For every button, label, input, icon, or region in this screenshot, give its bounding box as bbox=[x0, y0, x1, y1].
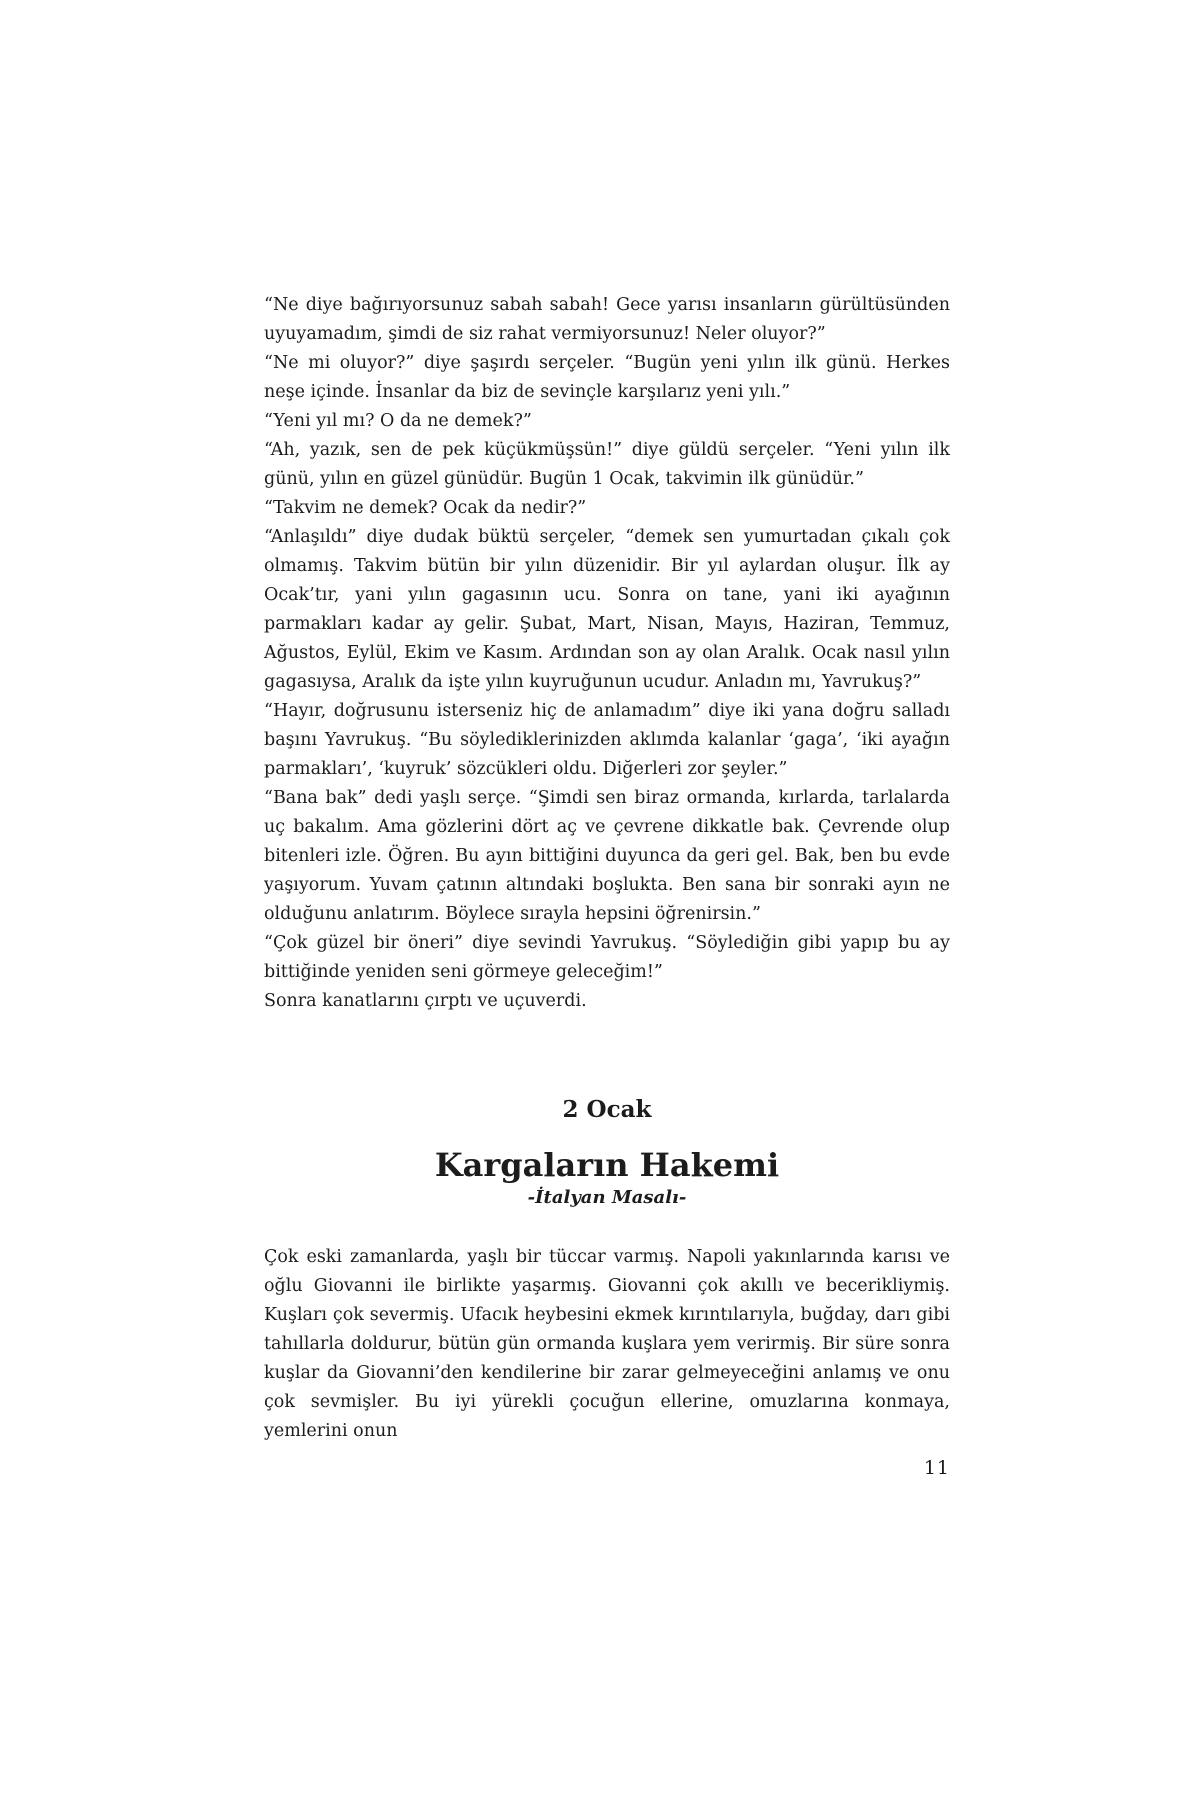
paragraph: “Ne diye bağırıyorsunuz sabah sabah! Gece yarısı insanların gürültüsünden uyuyamadım, şimdi de siz rahat vermiyorsunuz! Neler oluyor?” bbox=[264, 295, 950, 344]
paragraph: “Yeni yıl mı? O da ne demek?” bbox=[264, 411, 532, 431]
chapter-subtitle: -İtalyan Masalı- bbox=[527, 1187, 687, 1208]
paragraph: “Takvim ne demek? Ocak da nedir?” bbox=[264, 498, 587, 518]
story-continuation bbox=[264, 291, 950, 1016]
chapter-title: Kargaların Hakemi bbox=[434, 1146, 780, 1184]
new-story-text bbox=[264, 1243, 950, 1446]
paragraph: Sonra kanatlarını çırptı ve uçuverdi. bbox=[264, 991, 587, 1011]
date-heading: 2 Ocak bbox=[562, 1096, 652, 1123]
paragraph: “Ne mi oluyor?” diye şaşırdı serçeler. “Bugün yeni yılın ilk günü. Herkes neşe içinde. İnsanlar da biz de sevinçle karşılarız yeni yılı.” bbox=[264, 353, 950, 402]
paragraph: “Bana bak” dedi yaşlı serçe. “Şimdi sen biraz ormanda, kırlarda, tarlalarda uç bakalım. Ama gözlerini dört aç ve çevrene dikkatle bak. Çevrende olup bitenleri izle. Öğren. Bu ayın bittiğini duyunca da geri gel. Bak, ben bu evde yaşıyorum. Yuvam çatının altındaki boşlukta. Ben sana bir sonraki ayın ne olduğunu anlatırım. Böylece sırayla hepsini öğrenirsin.” bbox=[264, 788, 950, 924]
paragraph: “Anlaşıldı” diye dudak büktü serçeler, “demek sen yumurtadan çıkalı çok olmamış. Takvim bütün bir yılın düzenidir. Bir yıl aylardan oluşur. İlk ay Ocak’tır, yani yılın gagasının ucu. Sonra on tane, yani iki ayağının parmakları kadar ay gelir. Şubat, Mart, Nisan, Mayıs, Haziran, Temmuz, Ağustos, Eylül, Ekim ve Kasım. Ardından son ay olan Aralık. Ocak nasıl yılın gagasıysa, Aralık da işte yılın kuyruğunun ucudur. Anladın mı, Yavrukuş?” bbox=[264, 527, 950, 692]
paragraph: “Çok güzel bir öneri” diye sevindi Yavrukuş. “Söylediğin gibi yapıp bu ay bittiğinde yeniden seni görmeye geleceğim!” bbox=[264, 933, 950, 982]
page-number: 11 bbox=[923, 1457, 950, 1479]
paragraph: “Hayır, doğrusunu isterseniz hiç de anlamadım” diye iki yana doğru salladı başını Yavrukuş. “Bu söylediklerinizden aklımda kalanlar ‘gaga’, ‘iki ayağın parmakları’, ‘kuyruk’ sözcükleri oldu. Diğerleri zor şeyler.” bbox=[264, 701, 950, 779]
paragraph: Çok eski zamanlarda, yaşlı bir tüccar varmış. Napoli yakınlarında karısı ve oğlu Giovanni ile birlikte yaşarmış. Giovanni çok akıllı ve becerikliymiş. Kuşları çok severmiş. Ufacık heybesini ekmek kırıntılarıyla, buğday, darı gibi tahıllarla doldurur, bütün gün ormanda kuşlara yem verirmiş. Bir süre sonra kuşlar da Giovanni’den kendilerine bir zarar gelmeyeceğini anlamış ve onu çok sevmişler. Bu iyi yürekli çocuğun ellerine, omuzlarına konmaya, yemlerini onun bbox=[264, 1247, 950, 1441]
paragraph: “Ah, yazık, sen de pek küçükmüşsün!” diye güldü serçeler. “Yeni yılın ilk günü, yılın en güzel günüdür. Bugün 1 Ocak, takvimin ilk günüdür.” bbox=[264, 440, 950, 489]
